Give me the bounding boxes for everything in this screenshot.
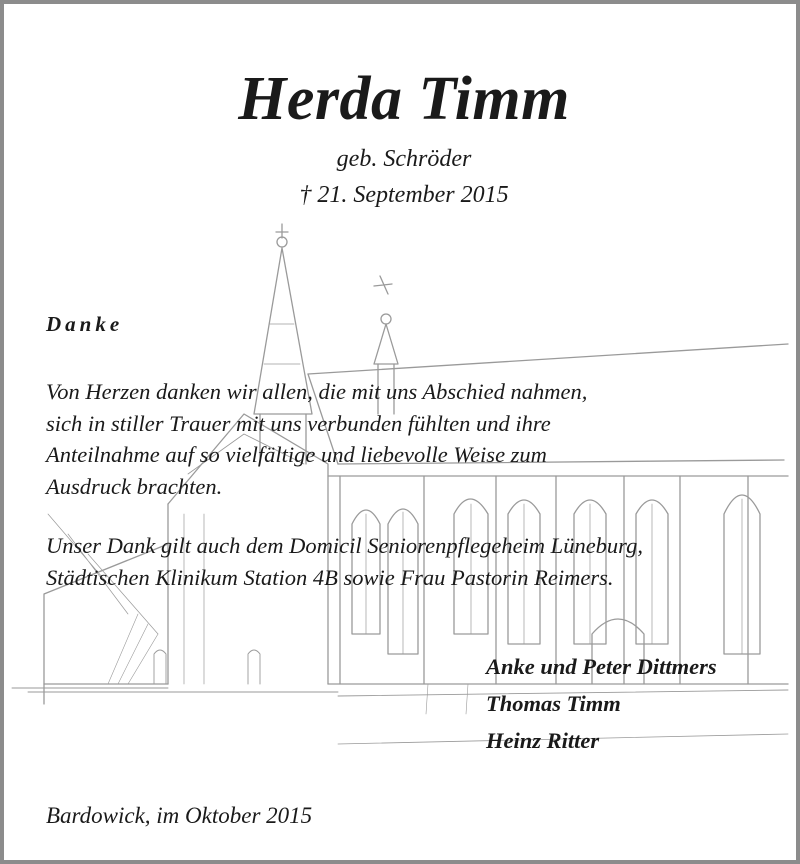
death-date-line [4,182,800,209]
death-date: 21. September 2015 [317,182,509,208]
birth-name: geb. Schröder [336,146,472,172]
thanks-paragraph-2 [46,530,786,593]
cross-symbol: † [299,182,312,208]
greeting-heading: Danke [46,312,124,336]
text-line: Anteilnahme auf so vielfältige und liebevolle Weise zum [46,442,547,467]
deceased-name: Herda Timm [238,65,570,133]
text-line: Städtischen Klinikum Station 4B sowie Frau Pastorin Reimers. [46,564,614,590]
signatory: Heinz Ritter [486,728,600,753]
text-line: Unser Dank gilt auch dem Domicil Seniorenpflegeheim Lüneburg, [46,533,643,558]
text-line: Ausdruck brachten. [46,473,223,499]
place-and-date: Bardowick, im Oktober 2015 [46,803,313,828]
signatory: Thomas Timm [486,691,621,716]
signatory: Anke und Peter Dittmers [486,654,717,679]
signatories [486,648,717,759]
text-line: Von Herzen danken wir allen, die mit uns Abschied nahmen, [46,379,588,404]
thanks-paragraph-1 [46,376,786,502]
text-line: sich in stiller Trauer mit uns verbunden fühlten und ihre [46,410,551,436]
